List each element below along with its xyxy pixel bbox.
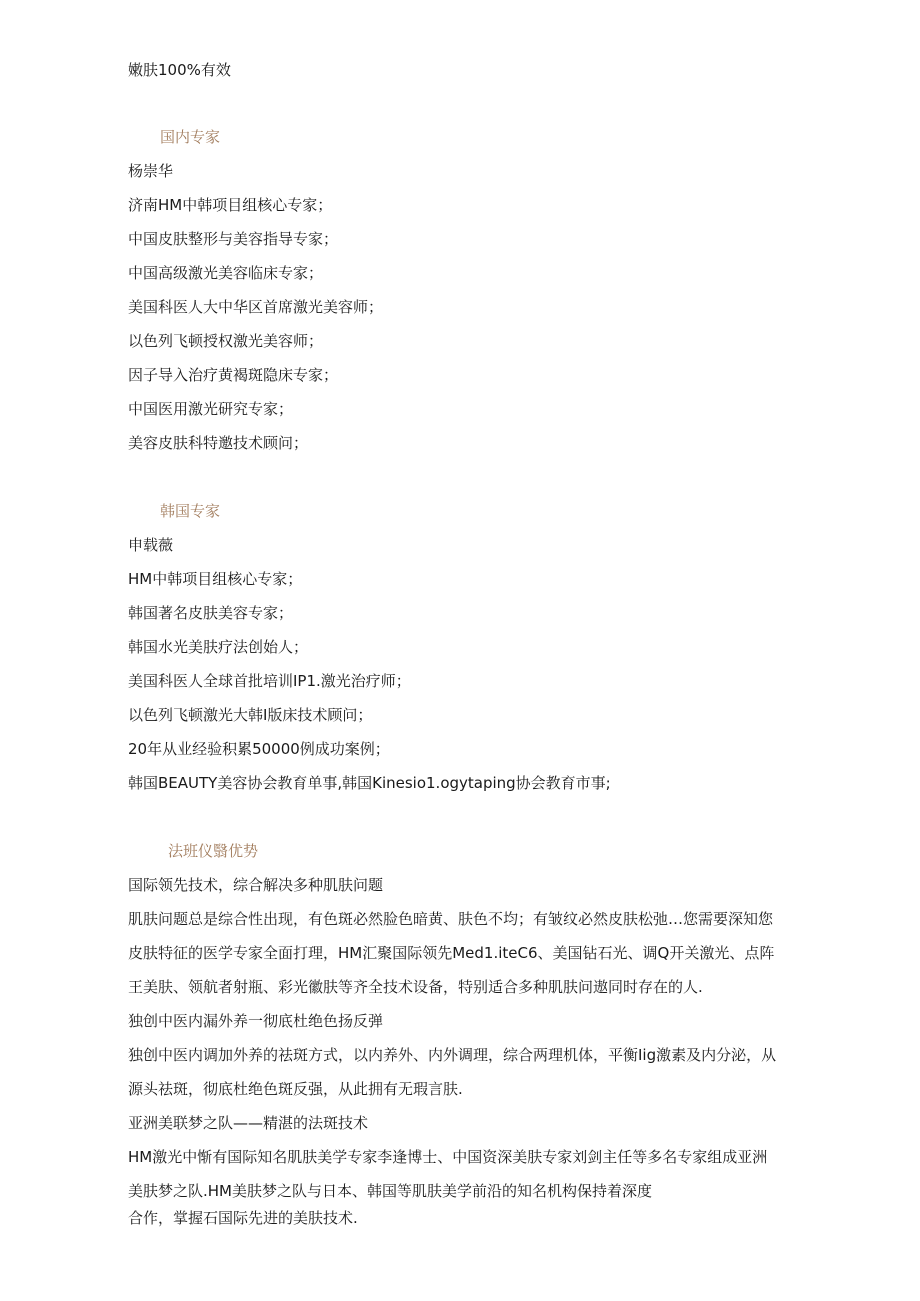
advantage-2-title: 独创中医内漏外养一彻底杜绝色扬反弹 bbox=[128, 1012, 384, 1030]
advantage-3-title: 亚洲美联梦之队——精湛的法斑技术 bbox=[128, 1114, 369, 1132]
advantage-3-body: 合作，掌握石国际先进的美肤技术. bbox=[128, 1209, 358, 1227]
advantage-2-body: 源头祛斑，彻底杜绝色斑反强，从此拥有无瑕言肤. bbox=[128, 1080, 463, 1098]
domestic-credential: 因子导入治疗黄褐斑隐床专家； bbox=[128, 366, 339, 384]
domestic-credential: 中国皮肤整形与美容指导专家； bbox=[128, 230, 339, 248]
intro-text: 嫩肤100%有效 bbox=[128, 61, 231, 79]
korea-credential: 韩国水光美肤疗法创始人； bbox=[128, 638, 309, 656]
domestic-expert-heading: 国内专家 bbox=[160, 128, 221, 146]
advantage-1-body: 王美肤、领航者射瓶、彩光徽肤等齐全技术设备，特别适合多种肌肤问遨同时存在的人. bbox=[128, 978, 703, 996]
advantage-1-body: 肌肤问题总是综合性出现，有色斑必然脸色暗黄、肤色不均；有皱纹必然皮肤松弛…您需要深知您 bbox=[128, 910, 774, 928]
advantage-1-title: 国际领先技术，综合解决多种肌肤问题 bbox=[128, 876, 384, 894]
korea-credential: 20年从业经验积累50000例成功案例； bbox=[128, 740, 390, 758]
korea-credential: 韩国BEAUTY美容协会教育单事,韩国Kinesio1.ogytaping协会教育市事; bbox=[128, 774, 611, 792]
domestic-credential: 以色列飞顿授权激光美容师； bbox=[128, 332, 324, 350]
advantage-3-body: 美肤梦之队.HM美肤梦之队与日本、韩国等肌肤美学前沿的知名机构保持着深度 bbox=[128, 1182, 652, 1200]
korea-credential: HM中韩项目组核心专家； bbox=[128, 570, 303, 588]
advantage-3-body: HM激光中惭有国际知名肌肤美学专家李逢博士、中国资深美肤专家刘剑主任等多名专家组成亚洲 bbox=[128, 1148, 768, 1166]
korea-credential: 以色列飞顿激光大韩I版床技术顾问； bbox=[128, 706, 373, 724]
korea-credential: 美国科医人全球首批培训IP1.激光治疗师； bbox=[128, 672, 411, 690]
domestic-credential: 济南HM中韩项目组核心专家； bbox=[128, 196, 333, 214]
domestic-credential: 美国科医人大中华区首席激光美容师； bbox=[128, 298, 384, 316]
korea-credential: 韩国著名皮肤美容专家； bbox=[128, 604, 294, 622]
advantage-2-body: 独创中医内调加外养的祛斑方式，以内养外、内外调理，综合两理机体，平衡Iig激素及内分泌，从 bbox=[128, 1046, 777, 1064]
domestic-credential: 中国高级激光美容临床专家； bbox=[128, 264, 324, 282]
korea-expert-name: 申载薇 bbox=[128, 536, 174, 554]
korea-expert-heading: 韩国专家 bbox=[160, 502, 221, 520]
advantages-heading: 法班仪翳优势 bbox=[168, 842, 259, 860]
advantage-1-body: 皮肤特征的医学专家全面打理，HM汇聚国际领先Med1.iteC6、美国钻石光、调Q开关激光、点阵 bbox=[128, 944, 775, 962]
domestic-credential: 美容皮肤科特邀技术顾问； bbox=[128, 434, 309, 452]
domestic-credential: 中国医用激光研究专家； bbox=[128, 400, 294, 418]
domestic-expert-name: 杨崇华 bbox=[128, 162, 174, 180]
